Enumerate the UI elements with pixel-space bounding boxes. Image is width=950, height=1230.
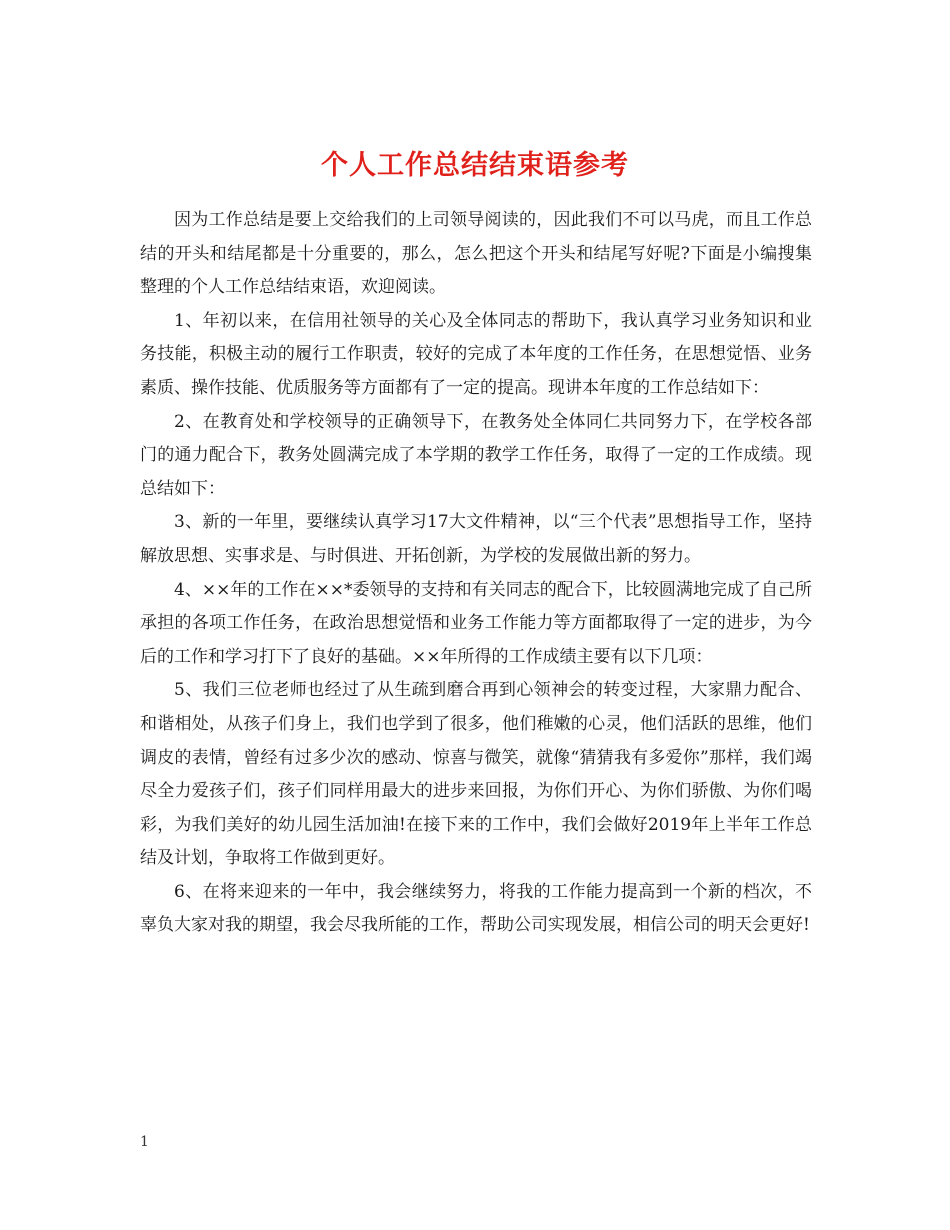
paragraph-5: 5、我们三位老师也经过了从生疏到磨合再到心领神会的转变过程，大家鼎力配合、和谐相处，从孩子们身上，我们也学到了很多，他们稚嫩的心灵，他们活跃的思维，他们调皮的表情，曾经有过多少次的感动、惊喜与微笑，就像“猜猜我有多爱你”那样，我们竭尽全力爱孩子们，孩子们同样用最大的进步来回报，为你们开心、为你们骄傲、为你们喝彩，为我们美好的幼儿园生活加油!在接下来的工作中，我们会做好2019年上半年工作总结及计划，争取将工作做到更好。 xyxy=(140,680,812,869)
paragraph-1: 1、年初以来，在信用社领导的关心及全体同志的帮助下，我认真学习业务知识和业务技能，积极主动的履行工作职责，较好的完成了本年度的工作任务，在思想觉悟、业务素质、操作技能、优质服务等方面都有了一定的提高。现讲本年度的工作总结如下： xyxy=(140,310,812,398)
page-number: 1 xyxy=(140,1134,149,1150)
paragraph-3: 3、新的一年里，要继续认真学习17大文件精神，以“三个代表”思想指导工作，坚持解放思想、实事求是、与时俱进、开拓创新，为学校的发展做出新的努力。 xyxy=(140,512,812,566)
paragraph-intro: 因为工作总结是要上交给我们的上司领导阅读的，因此我们不可以马虎，而且工作总结的开头和结尾都是十分重要的，那么，怎么把这个开头和结尾写好呢?下面是小编搜集整理的个人工作总结结束语，欢迎阅读。 xyxy=(140,210,812,298)
page-title: 个人工作总结结束语参考 xyxy=(321,150,629,182)
document-body xyxy=(140,204,812,943)
paragraph-4: 4、××年的工作在××*委领导的支持和有关同志的配合下，比较圆满地完成了自己所承担的各项工作任务，在政治思想觉悟和业务工作能力等方面都取得了一定的进步，为今后的工作和学习打下了良好的基础。××年所得的工作成绩主要有以下几项： xyxy=(140,579,812,667)
paragraph-6: 6、在将来迎来的一年中，我会继续努力，将我的工作能力提高到一个新的档次，不辜负大家对我的期望，我会尽我所能的工作，帮助公司实现发展，相信公司的明天会更好! xyxy=(140,881,812,936)
paragraph-2: 2、在教育处和学校领导的正确领导下，在教务处全体同仁共同努力下，在学校各部门的通力配合下，教务处圆满完成了本学期的教学工作任务，取得了一定的工作成绩。现总结如下： xyxy=(140,411,812,499)
